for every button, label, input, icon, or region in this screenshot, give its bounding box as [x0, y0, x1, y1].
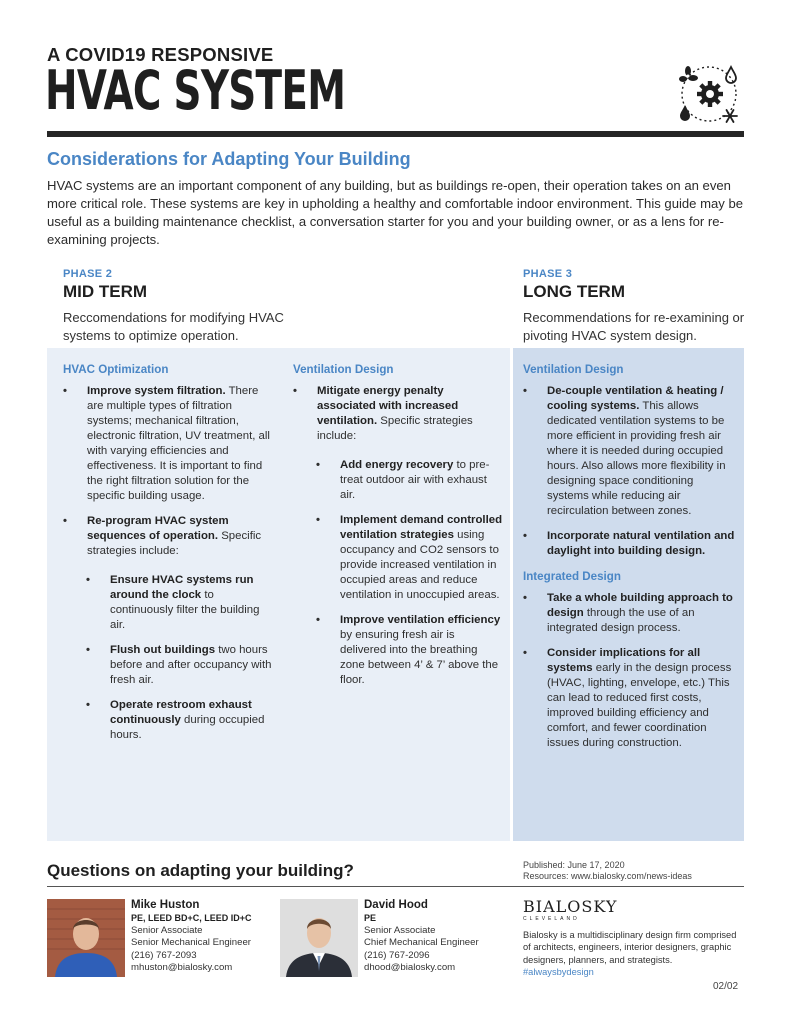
sub-list-item: • Implement demand controlled ventilation strategies using occupancy and CO2 sensors to provide increased ventilation in occupied areas and reduce ventilation in unoccupied areas.: [316, 513, 503, 603]
page-title: HVAC SYSTEM: [45, 59, 346, 122]
phase-description: Reccomendations for modifying HVAC systems to optimize operation.: [63, 310, 284, 343]
sub-list-item: • Improve ventilation efficiency by ensuring fresh air is delivered into the breathing zone between 4’ & 7’ above the floor.: [316, 613, 503, 688]
resources-link[interactable]: Resources: www.bialosky.com/news-ideas: [523, 871, 692, 881]
phase-3: [523, 268, 748, 345]
contact-role: Senior Associate: [131, 924, 203, 936]
list-item: • Take a whole building approach to design through the use of an integrated design process.: [523, 591, 738, 636]
contact-name: David Hood: [364, 899, 428, 911]
page-number: 02/02: [713, 981, 739, 992]
column-heading: HVAC Optimization: [63, 363, 169, 376]
intro-paragraph: HVAC systems are an important component of any building, but as buildings re-open, their operation takes on an even more critical role. These systems are key in upholding a healthy and comfortable indoor environment. This guide may be useful as a building maintenance checklist, a conversation starter for you and your building owner, or as a lens for re-examining projects.: [47, 178, 744, 247]
contact-email[interactable]: dhood@bialosky.com: [364, 962, 456, 974]
list-item: • Consider implications for all systems early in the design process (HVAC, lighting, envelope, etc.) This can lead to reduced first costs, improved building efficiency and comfort, and fewer coordination issues during construction.: [523, 646, 738, 751]
phase-title: MID TERM: [63, 282, 148, 301]
sub-list-item: • Add energy recovery to pre-treat outdoor air with exhaust air.: [316, 458, 503, 503]
column-heading: Ventilation Design: [293, 363, 394, 376]
sub-list-item: • Operate restroom exhaust continuously during occupied hours.: [86, 698, 273, 743]
contact-role: Senior Mechanical Engineer: [131, 937, 251, 949]
title-divider: [47, 131, 744, 137]
brand-description: Bialosky is a multidisciplinary design firm comprised of architects, engineers, interior designers, graphic designers, planners, and strategists. #alwaysbydesign: [523, 930, 737, 978]
column-heading: Ventilation Design: [523, 363, 624, 376]
contact-phone[interactable]: (216) 767-2093: [131, 949, 197, 961]
list-item: • Improve system filtration. There are multiple types of filtration systems; mechanical filtration, electronic filtration, UV treatment, all with varying efficiencies and effectiveness. It is important to find the right filtration solution for the specific building usage.: [63, 384, 273, 504]
phase-description: Recommendations for re-examining or pivoting HVAC system design.: [523, 310, 745, 343]
contact-role: Senior Associate: [364, 924, 436, 936]
phase-label: PHASE 3: [523, 268, 573, 280]
avatar: [47, 899, 125, 977]
list-item: • Mitigate energy penalty associated with increased ventilation. Specific strategies include:: [293, 384, 503, 444]
sub-list-item: • Ensure HVAC systems run around the clock to continuously filter the building air.: [86, 573, 273, 633]
hashtag-link[interactable]: #alwaysbydesign: [523, 967, 594, 978]
ventilation-design-column: [293, 362, 503, 698]
contact-email[interactable]: mhuston@bialosky.com: [131, 962, 233, 974]
column-heading: Integrated Design: [523, 570, 621, 583]
contact-role: Chief Mechanical Engineer: [364, 937, 479, 949]
section-heading: Considerations for Adapting Your Building: [47, 149, 411, 169]
questions-heading: Questions on adapting your building?: [47, 861, 354, 880]
published-date: Published: June 17, 2020: [523, 860, 625, 870]
contact-credentials: PE, LEED BD+C, LEED ID+C: [131, 913, 252, 923]
sub-list-item: • Flush out buildings two hours before and after occupancy with fresh air.: [86, 643, 273, 688]
phase-2: [63, 268, 323, 345]
brand-wordmark: BIALOSKY: [523, 897, 618, 916]
phase-title: LONG TERM: [523, 282, 625, 301]
header-kicker: A COVID19 RESPONSIVE: [47, 44, 274, 65]
phase-label: PHASE 2: [63, 268, 113, 280]
brand-city: CLEVELAND: [523, 916, 580, 922]
contact-name: Mike Huston: [131, 899, 200, 911]
hvac-optimization-column: [63, 362, 273, 753]
footer-divider: [47, 886, 744, 887]
contact-card: [364, 898, 479, 975]
list-item: • Incorporate natural ventilation and daylight into building design.: [523, 529, 738, 559]
hvac-gear-fan-snowflake-icon: [676, 61, 742, 127]
list-item: • De-couple ventilation & heating / cooling systems. This allows dedicated ventilation systems to be more efficient in providing fresh air where it is needed during occupied hours. Also allows more flexibility in designing space conditioning systems while reducing air recirculation between zones.: [523, 384, 738, 519]
avatar: [280, 899, 358, 977]
contact-phone[interactable]: (216) 767-2096: [364, 949, 430, 961]
brand-logo: [523, 899, 617, 922]
long-term-column: [523, 362, 738, 761]
contact-credentials: PE: [364, 913, 377, 923]
contact-card: [131, 898, 252, 975]
publication-info: [523, 860, 692, 882]
list-item: • Re-program HVAC system sequences of operation. Specific strategies include:: [63, 514, 273, 559]
